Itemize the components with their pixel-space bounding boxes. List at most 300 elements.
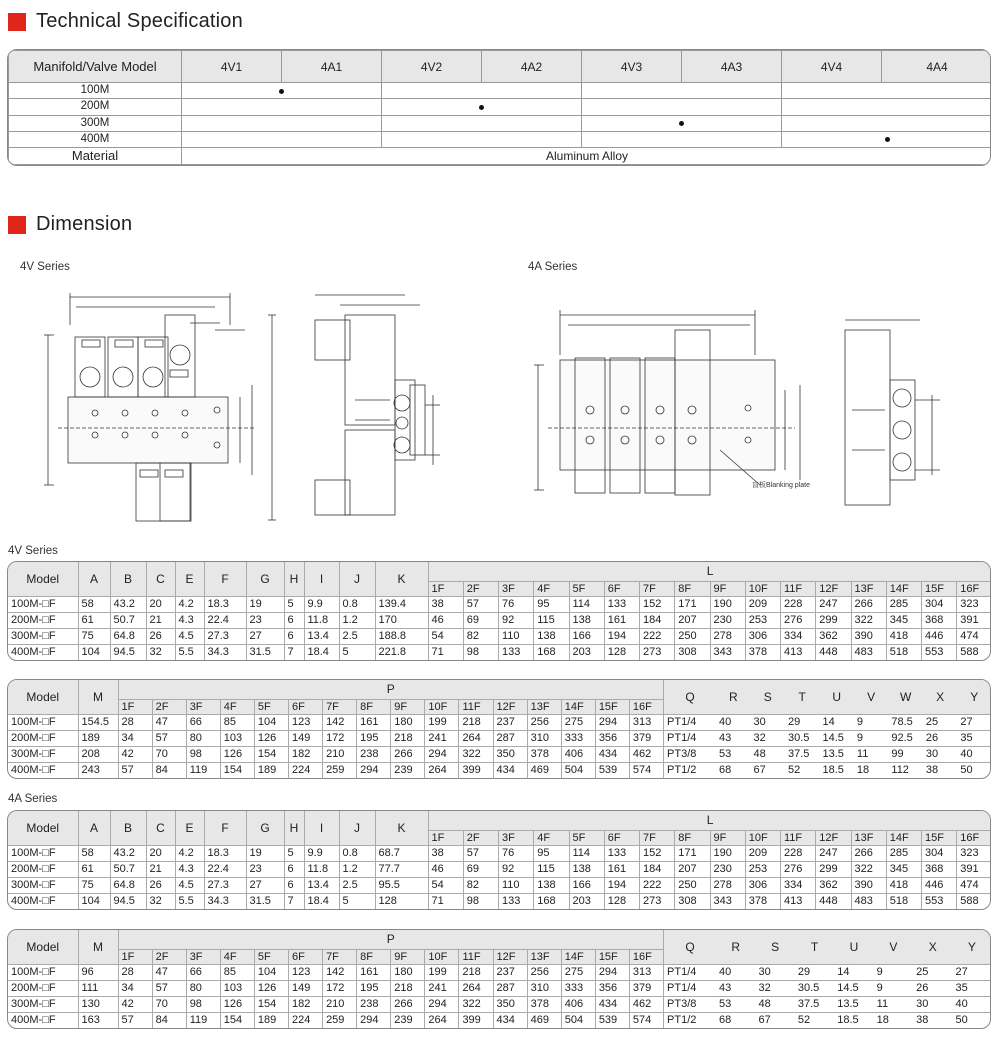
value-cell: 42 bbox=[118, 996, 152, 1012]
col-header-k: K bbox=[375, 811, 428, 845]
spec-mark-cell bbox=[782, 131, 992, 147]
value-cell: 391 bbox=[957, 612, 991, 628]
spec-col-4v3: 4V3 bbox=[582, 51, 682, 83]
sub-col-header: 10F bbox=[745, 830, 780, 845]
value-cell: 96 bbox=[78, 964, 118, 980]
value-cell: 133 bbox=[499, 644, 534, 660]
col-header-r: R bbox=[716, 930, 755, 964]
sub-col-header: 9F bbox=[391, 699, 425, 714]
value-cell: 323 bbox=[957, 845, 991, 861]
sub-col-header: 5F bbox=[254, 949, 288, 964]
value-cell: 238 bbox=[357, 996, 391, 1012]
sub-col-header: 3F bbox=[186, 949, 220, 964]
value-cell: 294 bbox=[595, 964, 629, 980]
value-cell: 71 bbox=[428, 644, 463, 660]
value-cell: 180 bbox=[391, 964, 425, 980]
model-cell: 200M-□F bbox=[8, 861, 78, 877]
value-cell: 111 bbox=[78, 980, 118, 996]
model-cell: 100M-□F bbox=[8, 714, 78, 730]
material-label: Material bbox=[9, 147, 182, 164]
value-cell: 14.5 bbox=[834, 980, 873, 996]
value-cell: 189 bbox=[254, 762, 288, 778]
value-cell: 241 bbox=[425, 980, 459, 996]
value-cell: 30 bbox=[751, 714, 785, 730]
value-cell: 287 bbox=[493, 980, 527, 996]
value-cell: 154 bbox=[254, 746, 288, 762]
value-cell: 27 bbox=[952, 964, 991, 980]
value-cell: 114 bbox=[569, 596, 604, 612]
col-header-y: Y bbox=[957, 680, 991, 714]
value-cell: 35 bbox=[957, 730, 991, 746]
value-cell: 14.5 bbox=[819, 730, 853, 746]
value-cell: 133 bbox=[604, 596, 639, 612]
value-cell: 50 bbox=[952, 1012, 991, 1028]
value-cell: 368 bbox=[922, 861, 957, 877]
value-cell: 9.9 bbox=[304, 596, 339, 612]
value-cell: 38 bbox=[428, 596, 463, 612]
value-cell: 54 bbox=[428, 628, 463, 644]
sub-col-header: 7F bbox=[323, 699, 357, 714]
value-cell: 14 bbox=[819, 714, 853, 730]
value-cell: 20 bbox=[146, 596, 175, 612]
model-header: Model bbox=[8, 562, 78, 596]
value-cell: 306 bbox=[745, 628, 780, 644]
table-row bbox=[8, 964, 991, 980]
spec-empty-cell bbox=[382, 115, 582, 131]
value-cell: 133 bbox=[604, 845, 639, 861]
value-cell: 462 bbox=[629, 746, 663, 762]
value-cell: 399 bbox=[459, 1012, 493, 1028]
blanking-plate-label: 盲板Blanking plate bbox=[752, 482, 810, 489]
value-cell: 306 bbox=[745, 877, 780, 893]
value-cell: 161 bbox=[604, 861, 639, 877]
value-cell: 189 bbox=[78, 730, 118, 746]
value-cell: 40 bbox=[952, 996, 991, 1012]
value-cell: 54 bbox=[428, 877, 463, 893]
value-cell: 4.5 bbox=[175, 877, 204, 893]
value-cell: 103 bbox=[220, 980, 254, 996]
col-header-g: G bbox=[246, 811, 284, 845]
spec-col-4v2: 4V2 bbox=[382, 51, 482, 83]
table-4a-dims-a bbox=[7, 810, 991, 910]
value-cell: 38 bbox=[428, 845, 463, 861]
value-cell: 224 bbox=[288, 762, 322, 778]
spec-col-4a4: 4A4 bbox=[882, 51, 992, 83]
value-cell: 434 bbox=[595, 996, 629, 1012]
sub-col-header: 16F bbox=[957, 581, 991, 596]
value-cell: 406 bbox=[561, 746, 595, 762]
value-cell: 322 bbox=[459, 996, 493, 1012]
value-cell: 11.8 bbox=[304, 861, 339, 877]
value-cell: 299 bbox=[816, 612, 851, 628]
value-cell: 115 bbox=[534, 612, 569, 628]
value-cell: 98 bbox=[463, 644, 498, 660]
value-cell: 448 bbox=[816, 644, 851, 660]
sub-col-header: 5F bbox=[569, 581, 604, 596]
spec-col-4a2: 4A2 bbox=[482, 51, 582, 83]
sub-col-header: 8F bbox=[675, 581, 710, 596]
value-cell: 30 bbox=[755, 964, 794, 980]
sub-col-header: 7F bbox=[640, 581, 675, 596]
value-cell: 69 bbox=[463, 612, 498, 628]
value-cell: 588 bbox=[957, 644, 991, 660]
value-cell: 184 bbox=[640, 612, 675, 628]
model-cell: 400M-□F bbox=[8, 762, 78, 778]
col-header-k: K bbox=[375, 562, 428, 596]
sub-col-header: 4F bbox=[534, 581, 569, 596]
value-cell: 237 bbox=[493, 714, 527, 730]
value-cell: 313 bbox=[629, 964, 663, 980]
model-cell: 300M-□F bbox=[8, 746, 78, 762]
value-cell: 504 bbox=[561, 762, 595, 778]
value-cell: 37.5 bbox=[785, 746, 819, 762]
value-cell: 68 bbox=[716, 762, 750, 778]
value-cell: 6 bbox=[284, 628, 304, 644]
value-cell: 57 bbox=[463, 845, 498, 861]
value-cell: 32 bbox=[755, 980, 794, 996]
value-cell: 207 bbox=[675, 612, 710, 628]
value-cell: 189 bbox=[254, 1012, 288, 1028]
value-cell: 154 bbox=[220, 762, 254, 778]
value-cell: 29 bbox=[785, 714, 819, 730]
value-cell: 18.5 bbox=[819, 762, 853, 778]
col-header-q: Q bbox=[664, 930, 717, 964]
sub-col-header: 3F bbox=[499, 581, 534, 596]
value-cell: 0.8 bbox=[339, 596, 375, 612]
value-cell: 104 bbox=[254, 714, 288, 730]
spec-mark-cell bbox=[382, 99, 582, 115]
sub-col-header: 9F bbox=[391, 949, 425, 964]
value-cell: 9 bbox=[854, 730, 888, 746]
value-cell: 483 bbox=[851, 644, 886, 660]
value-cell: 31.5 bbox=[246, 893, 284, 909]
value-cell: 195 bbox=[357, 980, 391, 996]
value-cell: 9 bbox=[874, 964, 913, 980]
value-cell: 114 bbox=[569, 845, 604, 861]
model-cell: 200M-□F bbox=[8, 980, 78, 996]
value-cell: 209 bbox=[745, 596, 780, 612]
col-header-q: Q bbox=[664, 680, 717, 714]
value-cell: 34.3 bbox=[204, 893, 246, 909]
value-cell: 19 bbox=[246, 596, 284, 612]
value-cell: 203 bbox=[569, 893, 604, 909]
tech-spec-title: Technical Specification bbox=[36, 10, 243, 32]
value-cell: 168 bbox=[534, 893, 569, 909]
sub-col-header: 1F bbox=[428, 581, 463, 596]
sub-col-header: 7F bbox=[323, 949, 357, 964]
value-cell: 304 bbox=[922, 845, 957, 861]
drawing-caption-4v: 4V Series bbox=[20, 261, 70, 273]
value-cell: 243 bbox=[78, 762, 118, 778]
value-cell: 180 bbox=[391, 714, 425, 730]
value-cell: 139.4 bbox=[375, 596, 428, 612]
value-cell: PT1/2 bbox=[664, 762, 717, 778]
value-cell: 69 bbox=[463, 861, 498, 877]
value-cell: 161 bbox=[357, 714, 391, 730]
value-cell: 362 bbox=[816, 877, 851, 893]
sub-col-header: 2F bbox=[463, 581, 498, 596]
value-cell: 322 bbox=[851, 612, 886, 628]
table-row bbox=[8, 612, 991, 628]
value-cell: 190 bbox=[710, 845, 745, 861]
value-cell: 34.3 bbox=[204, 644, 246, 660]
value-cell: 32 bbox=[146, 644, 175, 660]
value-cell: 238 bbox=[357, 746, 391, 762]
table-row bbox=[8, 893, 991, 909]
value-cell: 0.8 bbox=[339, 845, 375, 861]
value-cell: 46 bbox=[428, 612, 463, 628]
value-cell: 345 bbox=[886, 612, 921, 628]
col-header-i: I bbox=[304, 562, 339, 596]
col-header-x: X bbox=[913, 930, 952, 964]
red-square-icon bbox=[8, 216, 26, 234]
value-cell: 218 bbox=[459, 714, 493, 730]
value-cell: 27.3 bbox=[204, 877, 246, 893]
value-cell: 190 bbox=[710, 596, 745, 612]
value-cell: 11 bbox=[874, 996, 913, 1012]
value-cell: 9 bbox=[874, 980, 913, 996]
value-cell: 35 bbox=[952, 980, 991, 996]
value-cell: 343 bbox=[710, 644, 745, 660]
value-cell: 378 bbox=[527, 996, 561, 1012]
value-cell: 378 bbox=[745, 893, 780, 909]
value-cell: 99 bbox=[888, 746, 922, 762]
value-cell: 57 bbox=[118, 1012, 152, 1028]
value-cell: 273 bbox=[640, 893, 675, 909]
value-cell: 188.8 bbox=[375, 628, 428, 644]
value-cell: 133 bbox=[499, 893, 534, 909]
value-cell: 350 bbox=[493, 746, 527, 762]
value-cell: 27 bbox=[957, 714, 991, 730]
spec-row-label: 400M bbox=[9, 131, 182, 147]
bullet-dot-icon bbox=[479, 105, 484, 110]
value-cell: 210 bbox=[323, 996, 357, 1012]
value-cell: 182 bbox=[288, 746, 322, 762]
value-cell: 26 bbox=[923, 730, 957, 746]
value-cell: 42 bbox=[118, 746, 152, 762]
value-cell: 278 bbox=[710, 628, 745, 644]
model-cell: 200M-□F bbox=[8, 730, 78, 746]
value-cell: 32 bbox=[146, 893, 175, 909]
spec-col-4a3: 4A3 bbox=[682, 51, 782, 83]
value-cell: 26 bbox=[146, 877, 175, 893]
value-cell: 199 bbox=[425, 714, 459, 730]
value-cell: 30 bbox=[913, 996, 952, 1012]
sub-col-header: 5F bbox=[569, 830, 604, 845]
value-cell: 350 bbox=[493, 996, 527, 1012]
value-cell: 95 bbox=[534, 596, 569, 612]
value-cell: 14 bbox=[834, 964, 873, 980]
value-cell: 126 bbox=[220, 996, 254, 1012]
sub-col-header: 10F bbox=[425, 699, 459, 714]
value-cell: 518 bbox=[886, 644, 921, 660]
value-cell: 250 bbox=[675, 628, 710, 644]
col-header-f: F bbox=[204, 811, 246, 845]
table-row bbox=[8, 596, 991, 612]
value-cell: 23 bbox=[246, 612, 284, 628]
value-cell: 209 bbox=[745, 845, 780, 861]
value-cell: 71 bbox=[428, 893, 463, 909]
col-header-b: B bbox=[110, 811, 146, 845]
value-cell: 98 bbox=[186, 746, 220, 762]
value-cell: 25 bbox=[913, 964, 952, 980]
value-cell: 126 bbox=[220, 746, 254, 762]
model-cell: 400M-□F bbox=[8, 893, 78, 909]
value-cell: 34 bbox=[118, 980, 152, 996]
value-cell: 184 bbox=[640, 861, 675, 877]
value-cell: 469 bbox=[527, 762, 561, 778]
value-cell: 149 bbox=[288, 980, 322, 996]
value-cell: 345 bbox=[886, 861, 921, 877]
col-header-x: X bbox=[923, 680, 957, 714]
value-cell: PT1/2 bbox=[664, 1012, 717, 1028]
value-cell: 18.5 bbox=[834, 1012, 873, 1028]
value-cell: 266 bbox=[391, 746, 425, 762]
value-cell: 259 bbox=[323, 762, 357, 778]
col-header-s: S bbox=[751, 680, 785, 714]
value-cell: 574 bbox=[629, 1012, 663, 1028]
value-cell: 256 bbox=[527, 714, 561, 730]
value-cell: 237 bbox=[493, 964, 527, 980]
value-cell: 222 bbox=[640, 628, 675, 644]
value-cell: 149 bbox=[288, 730, 322, 746]
value-cell: 9.9 bbox=[304, 845, 339, 861]
spec-row-100m bbox=[9, 83, 992, 99]
value-cell: 161 bbox=[604, 612, 639, 628]
value-cell: 94.5 bbox=[110, 893, 146, 909]
value-cell: 462 bbox=[629, 996, 663, 1012]
sub-col-header: 4F bbox=[220, 699, 254, 714]
value-cell: 80 bbox=[186, 730, 220, 746]
value-cell: 287 bbox=[493, 730, 527, 746]
value-cell: 171 bbox=[675, 845, 710, 861]
value-cell: 68 bbox=[716, 1012, 755, 1028]
sub-col-header: 15F bbox=[922, 581, 957, 596]
value-cell: 333 bbox=[561, 730, 595, 746]
sub-col-header: 13F bbox=[851, 581, 886, 596]
value-cell: 310 bbox=[527, 980, 561, 996]
value-cell: 104 bbox=[78, 644, 110, 660]
value-cell: 5 bbox=[284, 596, 304, 612]
value-cell: 434 bbox=[595, 746, 629, 762]
value-cell: 446 bbox=[922, 628, 957, 644]
group-header-p: P bbox=[118, 930, 664, 949]
value-cell: 37.5 bbox=[795, 996, 834, 1012]
spec-empty-cell bbox=[782, 115, 992, 131]
sub-col-header: 10F bbox=[425, 949, 459, 964]
spec-col-4a1: 4A1 bbox=[282, 51, 382, 83]
dimension-heading bbox=[8, 213, 132, 236]
value-cell: 29 bbox=[795, 964, 834, 980]
value-cell: 413 bbox=[781, 893, 816, 909]
value-cell: 70 bbox=[152, 996, 186, 1012]
value-cell: 64.8 bbox=[110, 877, 146, 893]
value-cell: 52 bbox=[785, 762, 819, 778]
value-cell: 218 bbox=[391, 980, 425, 996]
model-cell: 100M-□F bbox=[8, 596, 78, 612]
value-cell: PT1/4 bbox=[664, 714, 717, 730]
value-cell: 95.5 bbox=[375, 877, 428, 893]
value-cell: 26 bbox=[146, 628, 175, 644]
model-cell: 300M-□F bbox=[8, 628, 78, 644]
sub-col-header: 8F bbox=[357, 949, 391, 964]
value-cell: 104 bbox=[78, 893, 110, 909]
value-cell: 13.4 bbox=[304, 628, 339, 644]
spec-row-label: 100M bbox=[9, 83, 182, 99]
value-cell: 6 bbox=[284, 612, 304, 628]
value-cell: 22.4 bbox=[204, 612, 246, 628]
value-cell: 142 bbox=[323, 714, 357, 730]
table-row bbox=[8, 980, 991, 996]
value-cell: PT3/8 bbox=[664, 996, 717, 1012]
sub-col-header: 14F bbox=[561, 699, 595, 714]
table-row bbox=[8, 714, 991, 730]
value-cell: 40 bbox=[716, 964, 755, 980]
value-cell: 21 bbox=[146, 612, 175, 628]
value-cell: 40 bbox=[716, 714, 750, 730]
sub-col-header: 6F bbox=[288, 699, 322, 714]
value-cell: 126 bbox=[254, 730, 288, 746]
value-cell: 356 bbox=[595, 980, 629, 996]
value-cell: 2.5 bbox=[339, 877, 375, 893]
value-cell: 67 bbox=[751, 762, 785, 778]
model-header: Model bbox=[8, 811, 78, 845]
col-header-r: R bbox=[716, 680, 750, 714]
value-cell: 95 bbox=[534, 845, 569, 861]
spec-empty-cell bbox=[382, 83, 582, 99]
value-cell: 98 bbox=[186, 996, 220, 1012]
value-cell: 504 bbox=[561, 1012, 595, 1028]
sub-col-header: 6F bbox=[604, 581, 639, 596]
value-cell: 21 bbox=[146, 861, 175, 877]
value-cell: 273 bbox=[640, 644, 675, 660]
value-cell: 343 bbox=[710, 893, 745, 909]
col-header-j: J bbox=[339, 562, 375, 596]
col-header-v: V bbox=[874, 930, 913, 964]
value-cell: 112 bbox=[888, 762, 922, 778]
col-header-j: J bbox=[339, 811, 375, 845]
sub-col-header: 1F bbox=[118, 699, 152, 714]
value-cell: 2.5 bbox=[339, 628, 375, 644]
value-cell: 70 bbox=[152, 746, 186, 762]
sub-col-header: 3F bbox=[186, 699, 220, 714]
value-cell: 553 bbox=[922, 644, 957, 660]
value-cell: 230 bbox=[710, 612, 745, 628]
col-header-c: C bbox=[146, 562, 175, 596]
spec-header-label: Manifold/Valve Model bbox=[9, 51, 182, 83]
group-header-p: P bbox=[118, 680, 664, 699]
spec-mark-cell bbox=[182, 83, 382, 99]
value-cell: 5.5 bbox=[175, 644, 204, 660]
spec-empty-cell bbox=[582, 83, 782, 99]
value-cell: 222 bbox=[640, 877, 675, 893]
model-cell: 200M-□F bbox=[8, 612, 78, 628]
value-cell: 38 bbox=[913, 1012, 952, 1028]
value-cell: 259 bbox=[323, 1012, 357, 1028]
table-row bbox=[8, 845, 991, 861]
value-cell: 264 bbox=[425, 762, 459, 778]
value-cell: 85 bbox=[220, 714, 254, 730]
sub-col-header: 2F bbox=[463, 830, 498, 845]
value-cell: 50.7 bbox=[110, 861, 146, 877]
value-cell: 221.8 bbox=[375, 644, 428, 660]
value-cell: 266 bbox=[851, 596, 886, 612]
value-cell: 85 bbox=[220, 964, 254, 980]
value-cell: 110 bbox=[499, 628, 534, 644]
value-cell: 208 bbox=[78, 746, 118, 762]
value-cell: 299 bbox=[816, 861, 851, 877]
value-cell: 241 bbox=[425, 730, 459, 746]
